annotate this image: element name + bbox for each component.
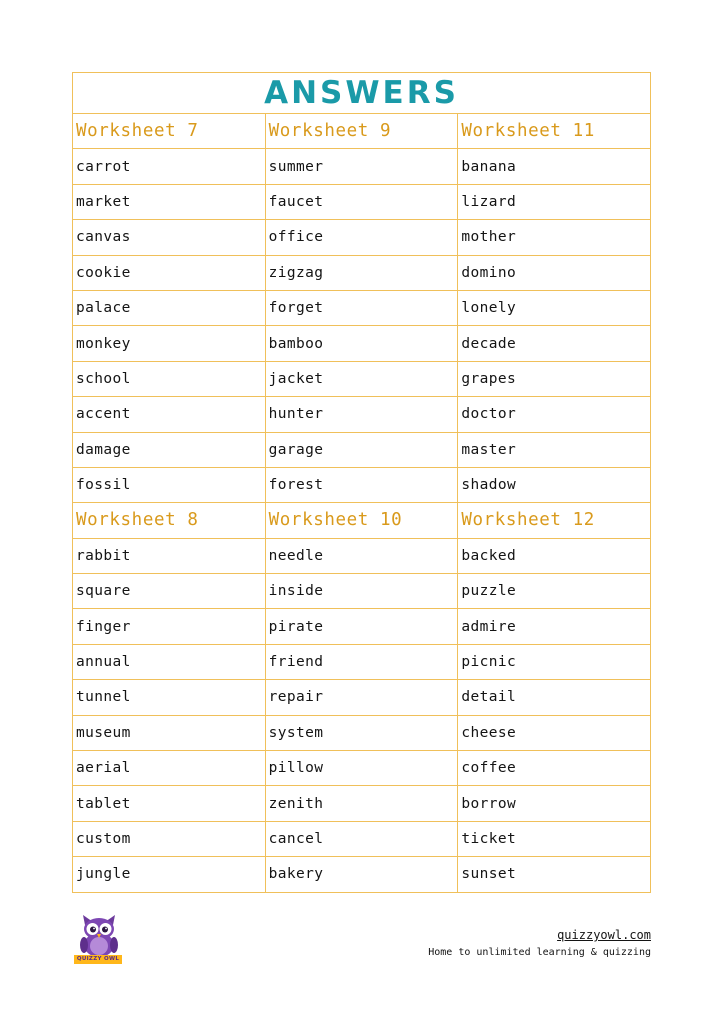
answer-cell: office <box>265 220 458 255</box>
answer-cell: repair <box>265 680 458 715</box>
worksheet-header: Worksheet 11 <box>458 114 651 149</box>
worksheet-header: Worksheet 8 <box>73 503 266 538</box>
answer-cell: square <box>73 574 266 609</box>
table-row <box>73 397 651 432</box>
table-row <box>73 786 651 821</box>
answer-cell: zigzag <box>265 255 458 290</box>
table-row <box>73 255 651 290</box>
table-row <box>73 220 651 255</box>
page-title: ANSWERS <box>73 73 651 114</box>
answers-table-body <box>73 73 651 893</box>
answer-cell: hunter <box>265 397 458 432</box>
answer-cell: aerial <box>73 751 266 786</box>
brand-label: QUIZZY OWL <box>74 955 122 964</box>
answer-cell: zenith <box>265 786 458 821</box>
table-row <box>73 361 651 396</box>
answer-cell: faucet <box>265 184 458 219</box>
answer-cell: bamboo <box>265 326 458 361</box>
answer-cell: lizard <box>458 184 651 219</box>
worksheet-header: Worksheet 9 <box>265 114 458 149</box>
table-row <box>73 680 651 715</box>
answer-cell: annual <box>73 644 266 679</box>
answer-cell: picnic <box>458 644 651 679</box>
answer-cell: rabbit <box>73 538 266 573</box>
answer-cell: tablet <box>73 786 266 821</box>
answer-cell: grapes <box>458 361 651 396</box>
answer-cell: puzzle <box>458 574 651 609</box>
worksheet-header-row <box>73 503 651 538</box>
answer-cell: master <box>458 432 651 467</box>
answer-cell: school <box>73 361 266 396</box>
title-row <box>73 73 651 114</box>
table-row <box>73 467 651 502</box>
answer-cell: pirate <box>265 609 458 644</box>
answer-cell: fossil <box>73 467 266 502</box>
answer-cell: tunnel <box>73 680 266 715</box>
answer-cell: decade <box>458 326 651 361</box>
worksheet-header: Worksheet 7 <box>73 114 266 149</box>
tagline: Home to unlimited learning & quizzing <box>428 947 651 958</box>
answer-cell: cookie <box>73 255 266 290</box>
table-row <box>73 857 651 892</box>
answer-cell: palace <box>73 290 266 325</box>
worksheet-header: Worksheet 10 <box>265 503 458 538</box>
answer-cell: market <box>73 184 266 219</box>
answer-cell: lonely <box>458 290 651 325</box>
answer-cell: jacket <box>265 361 458 396</box>
answer-cell: coffee <box>458 751 651 786</box>
answer-cell: accent <box>73 397 266 432</box>
answer-cell: borrow <box>458 786 651 821</box>
answer-cell: monkey <box>73 326 266 361</box>
table-row <box>73 538 651 573</box>
answer-cell: canvas <box>73 220 266 255</box>
answer-cell: garage <box>265 432 458 467</box>
answer-cell: system <box>265 715 458 750</box>
table-row <box>73 644 651 679</box>
answers-table <box>72 72 651 893</box>
answer-cell: jungle <box>73 857 266 892</box>
table-row <box>73 184 651 219</box>
table-row <box>73 574 651 609</box>
answer-cell: cancel <box>265 821 458 856</box>
answer-cell: admire <box>458 609 651 644</box>
answer-cell: finger <box>73 609 266 644</box>
site-link[interactable]: quizzyowl.com <box>557 928 651 942</box>
answer-cell: ticket <box>458 821 651 856</box>
answer-cell: detail <box>458 680 651 715</box>
answer-cell: doctor <box>458 397 651 432</box>
table-row <box>73 149 651 184</box>
answer-cell: banana <box>458 149 651 184</box>
worksheet-header: Worksheet 12 <box>458 503 651 538</box>
table-row <box>73 751 651 786</box>
answer-cell: forget <box>265 290 458 325</box>
answer-cell: sunset <box>458 857 651 892</box>
table-row <box>73 609 651 644</box>
table-row <box>73 290 651 325</box>
answer-cell: inside <box>265 574 458 609</box>
answer-cell: backed <box>458 538 651 573</box>
answer-cell: domino <box>458 255 651 290</box>
answer-cell: summer <box>265 149 458 184</box>
answer-cell: pillow <box>265 751 458 786</box>
answer-cell: forest <box>265 467 458 502</box>
table-row <box>73 821 651 856</box>
table-row <box>73 715 651 750</box>
answer-cell: custom <box>73 821 266 856</box>
answer-cell: damage <box>73 432 266 467</box>
answer-cell: bakery <box>265 857 458 892</box>
answer-cell: shadow <box>458 467 651 502</box>
answer-cell: museum <box>73 715 266 750</box>
answer-cell: friend <box>265 644 458 679</box>
answer-cell: cheese <box>458 715 651 750</box>
table-row <box>73 432 651 467</box>
answer-cell: mother <box>458 220 651 255</box>
table-row <box>73 326 651 361</box>
answer-cell: carrot <box>73 149 266 184</box>
answer-cell: needle <box>265 538 458 573</box>
worksheet-header-row <box>73 114 651 149</box>
